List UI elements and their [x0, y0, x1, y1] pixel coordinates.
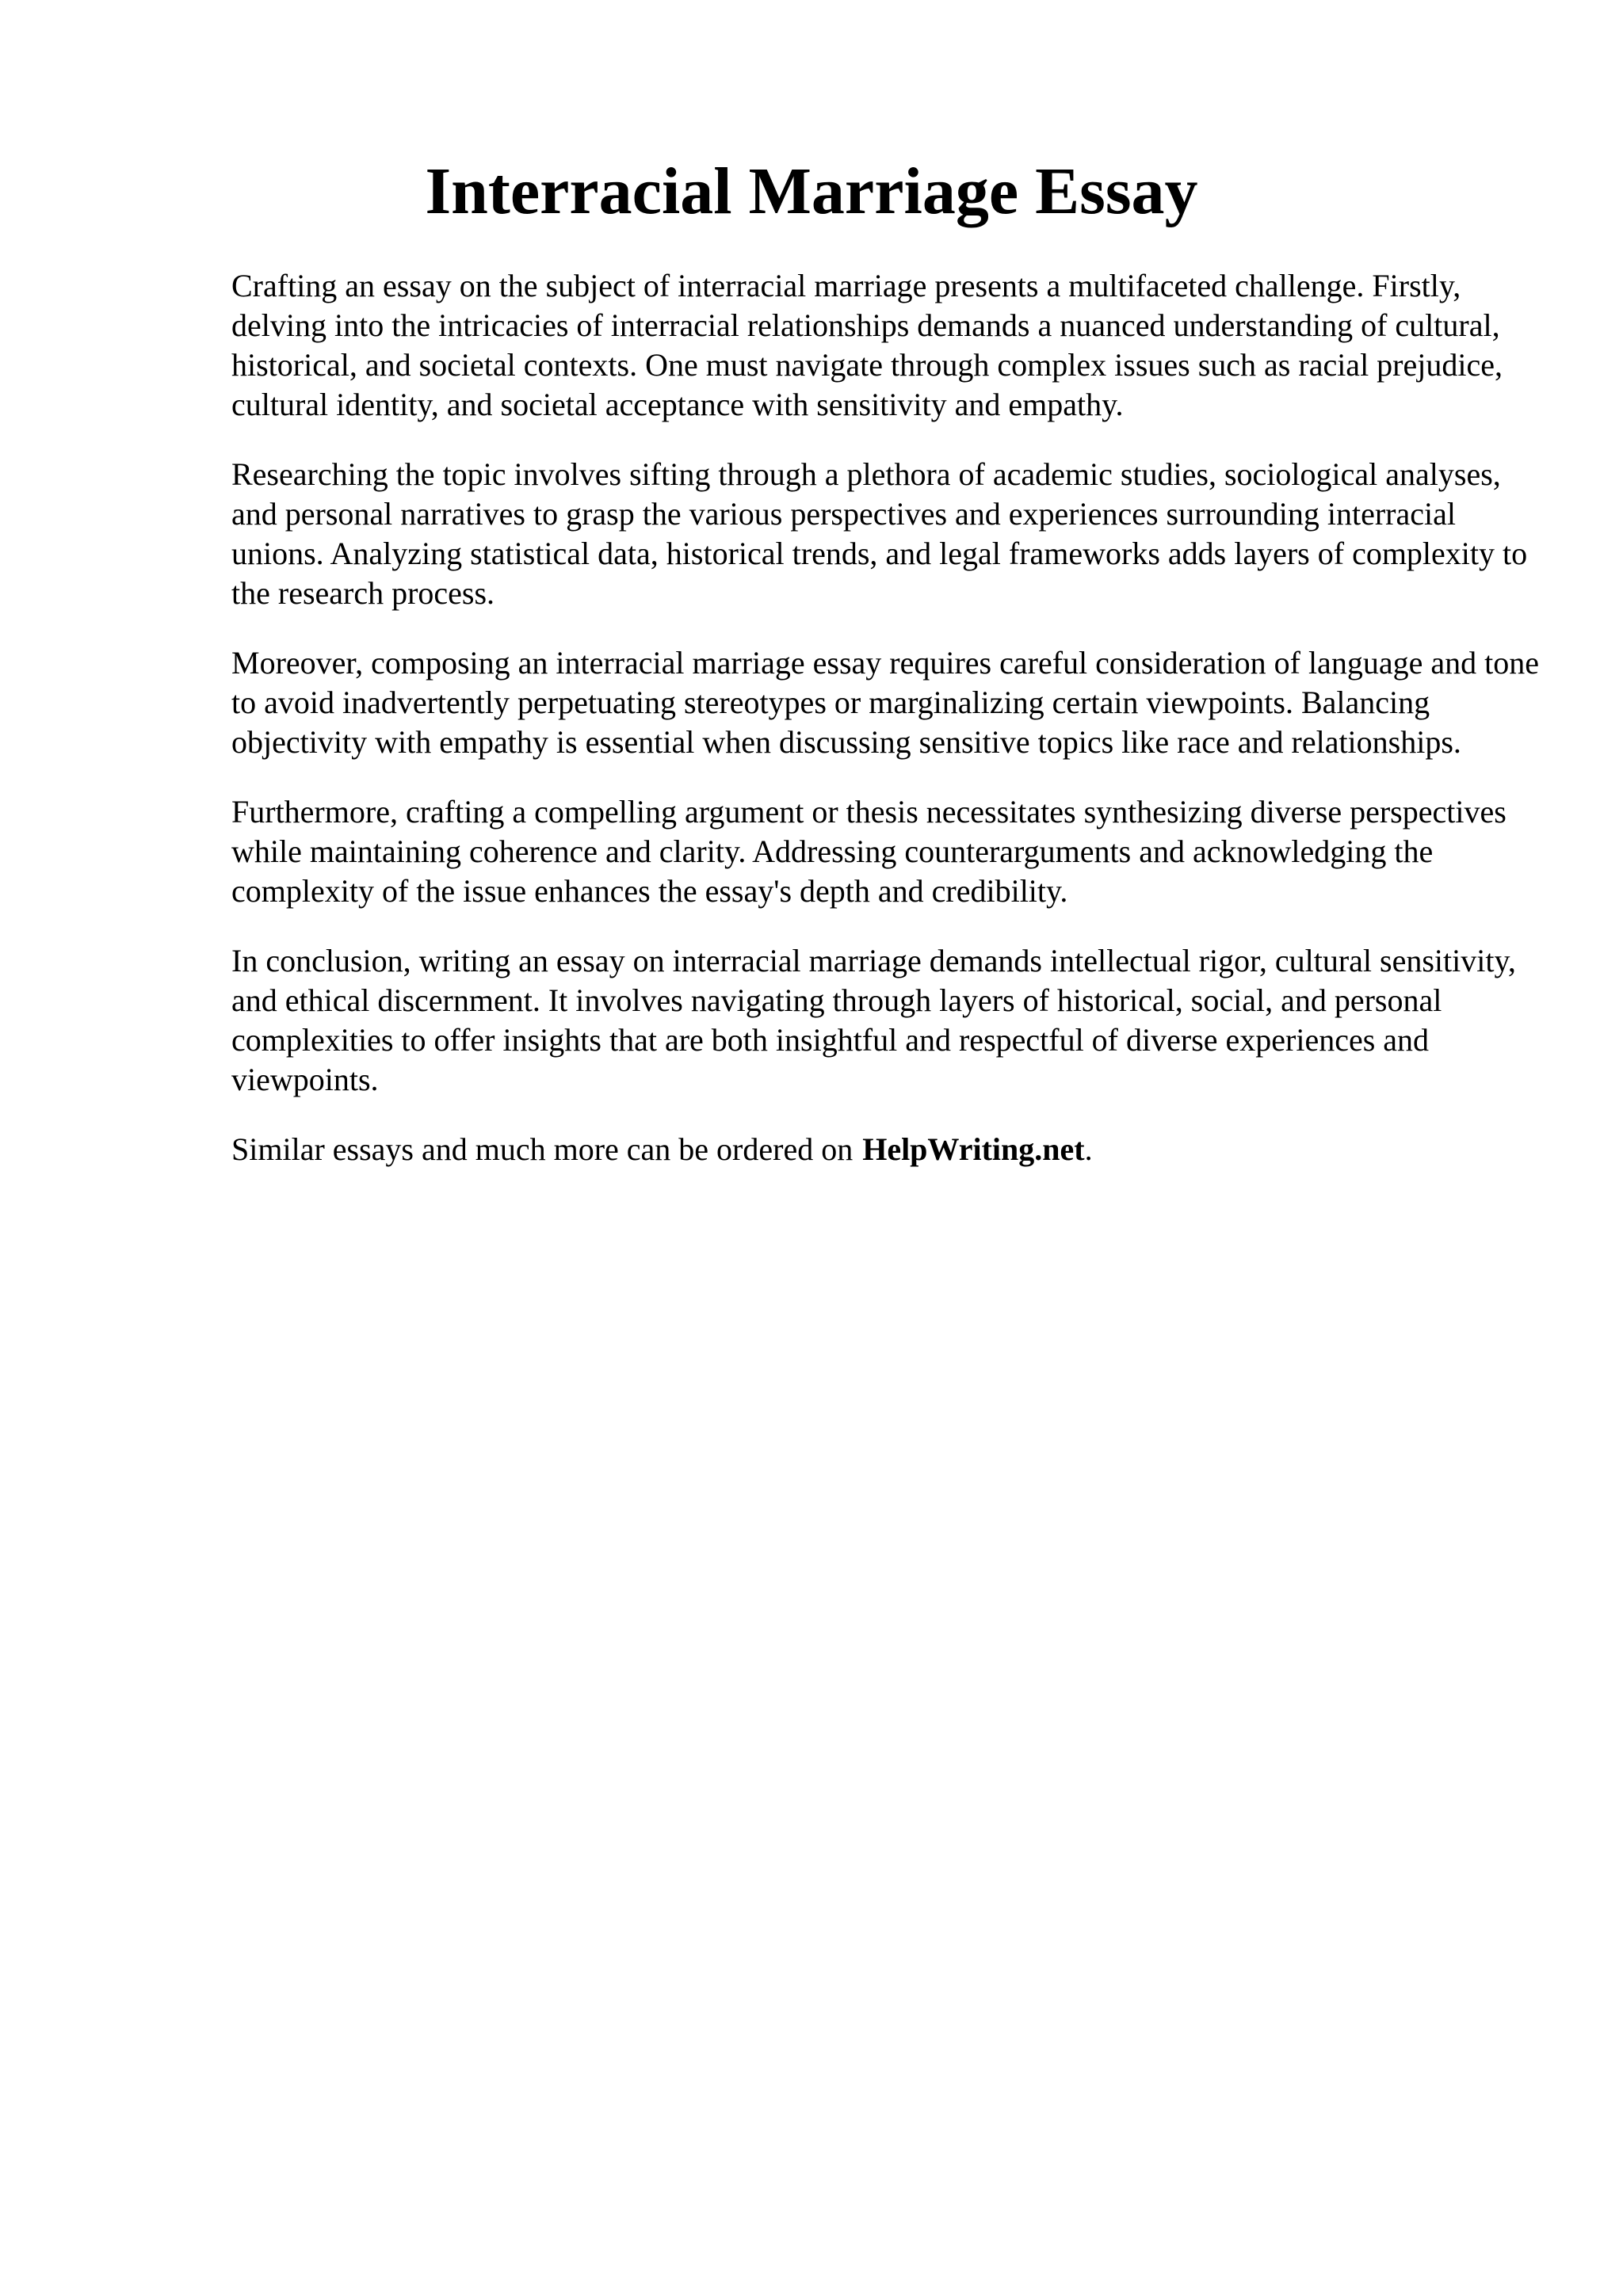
helpwriting-link[interactable]: HelpWriting.net — [862, 1131, 1085, 1167]
document-title: Interracial Marriage Essay — [425, 154, 1198, 228]
promo-suffix: . — [1084, 1131, 1093, 1167]
paragraph-argument: Furthermore, crafting a compelling argument or thesis necessitates synthesizing diverse perspectives while maintaining coherence and clarity. Addressing counterarguments and acknowledging the complexity of the issue enhances the essay's depth and credibility. — [231, 794, 1507, 909]
document-body — [231, 266, 1553, 1169]
paragraph-language: Moreover, composing an interracial marriage essay requires careful consideration of language and tone to avoid inadvertently perpetuating stereotypes or marginalizing certain viewpoints. Balancing objectivity with empathy is essential when discussing sensitive topics like race and relationships. — [231, 645, 1539, 760]
paragraph-research: Researching the topic involves sifting through a plethora of academic studies, sociological analyses, and personal narratives to grasp the various perspectives and experiences surrounding interracial unions. Analyzing statistical data, historical trends, and legal frameworks adds layers of complexity to the research process. — [231, 456, 1528, 611]
promo-line — [231, 1130, 1553, 1169]
paragraph-conclusion: In conclusion, writing an essay on interracial marriage demands intellectual rigor, cultural sensitivity, and ethical discernment. It involves navigating through layers of historical, social, and personal complexities to offer insights that are both insightful and respectful of diverse experiences and viewpoints. — [231, 943, 1516, 1097]
promo-prefix: Similar essays and much more can be ordered on — [231, 1131, 854, 1167]
paragraph-intro: Crafting an essay on the subject of interracial marriage presents a multifaceted challenge. Firstly, delving into the intricacies of interracial relationships demands a nuanced understanding of cultural, historical, and societal contexts. One must navigate through complex issues such as racial prejudice, cultural identity, and societal acceptance with sensitivity and empathy. — [231, 268, 1503, 422]
